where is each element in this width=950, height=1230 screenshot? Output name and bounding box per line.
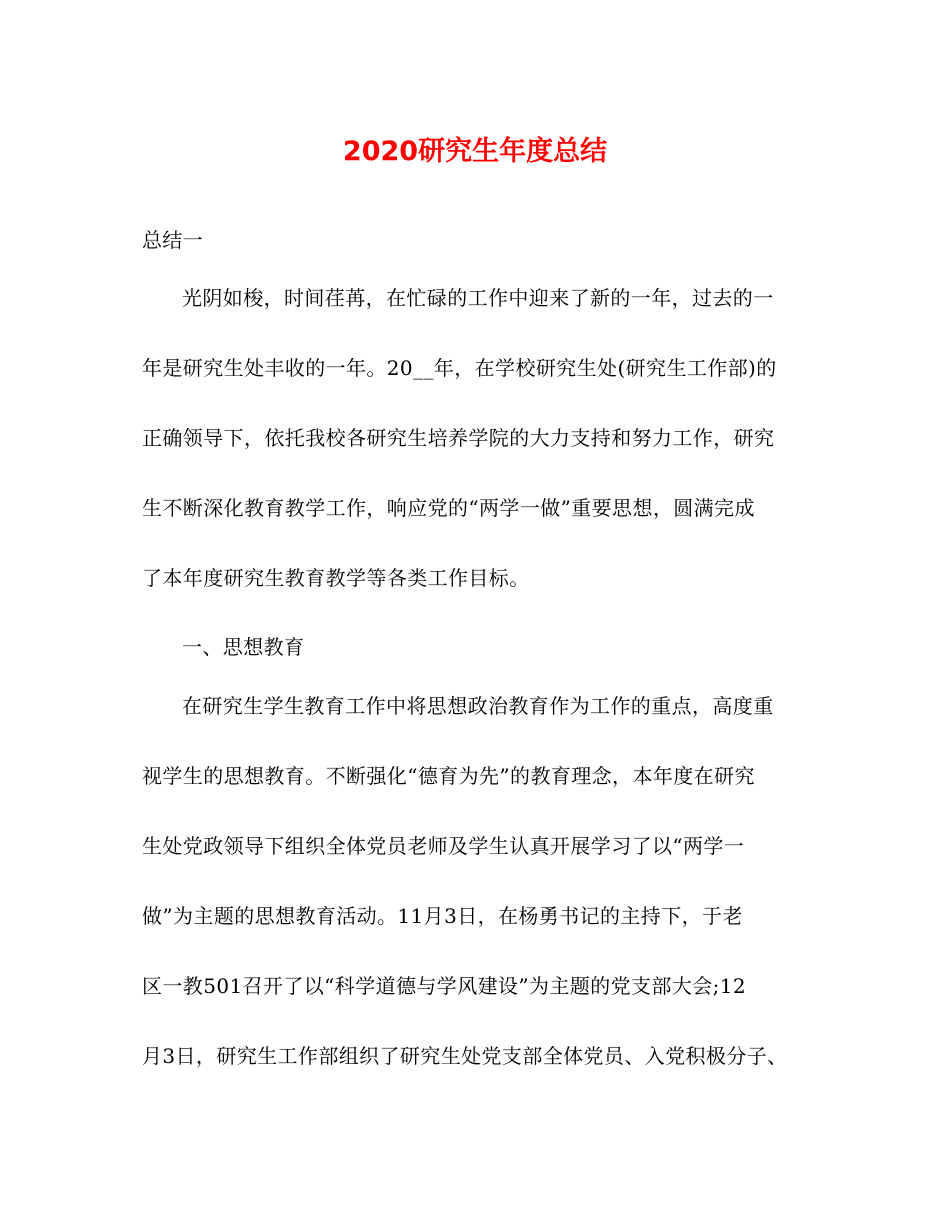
paragraph-line: 生不断深化教育教学工作，响应党的“两学一做”重要思想，圆满完成 xyxy=(142,496,755,520)
paragraph-line: 正确领导下，依托我校各研究生培养学院的大力支持和努力工作，研究 xyxy=(142,426,775,450)
section-label: 总结一 xyxy=(142,228,204,252)
paragraph-line: 光阴如梭，时间荏苒，在忙碌的工作中迎来了新的一年，过去的一 xyxy=(182,286,774,310)
paragraph-line: 在研究生学生教育工作中将思想政治教育作为工作的重点，高度重 xyxy=(182,694,774,718)
paragraph-line: 月3日，研究生工作部组织了研究生处党支部全体党员、入党积极分子、 xyxy=(142,1044,788,1068)
paragraph-line: 生处党政领导下组织全体党员老师及学生认真开展学习了以“两学一 xyxy=(142,834,745,858)
paragraph-line: 年是研究生处丰收的一年。20__年，在学校研究生处(研究生工作部)的 xyxy=(142,356,777,380)
section-heading: 一、思想教育 xyxy=(182,635,305,659)
paragraph-line: 了本年度研究生教育教学等各类工作目标。 xyxy=(142,566,530,590)
document-title: 2020研究生年度总结 xyxy=(342,136,608,167)
paragraph-line: 区一教501召开了以“科学道德与学风建设”为主题的党支部大会;12 xyxy=(142,974,747,998)
paragraph-line: 视学生的思想教育。不断强化“德育为先”的教育理念，本年度在研究 xyxy=(142,764,755,788)
paragraph-line: 做”为主题的思想教育活动。11月3日，在杨勇书记的主持下，于老 xyxy=(142,904,743,928)
